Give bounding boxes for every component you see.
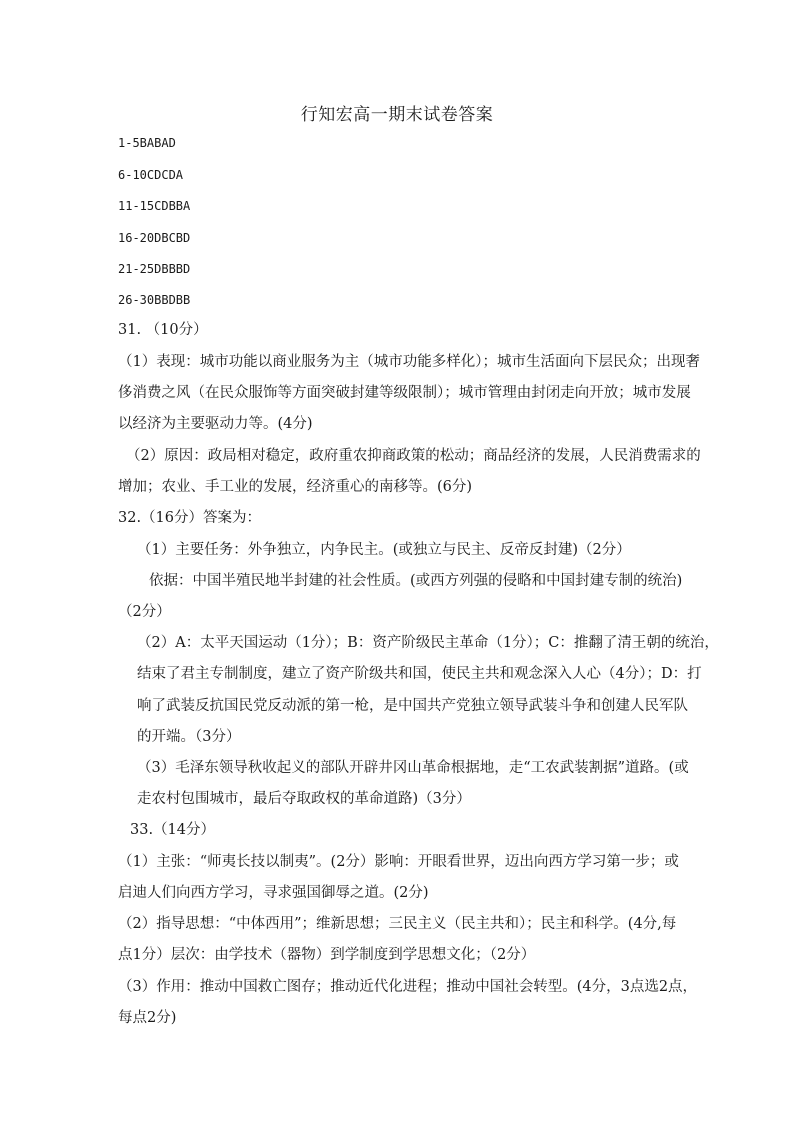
q31-part2-line: （2）原因：政局相对稳定，政府重农抑商政策的松动；商品经济的发展，人民消费需求的 (126, 448, 701, 464)
q33-part1-line: （1）主张：“师夷长技以制夷”。(2分）影响：开眼看世界，迈出向西方学习第一步；或 (118, 854, 679, 870)
q33-part2-line: （2）指导思想：“中体西用”；维新思想；三民主义（民主共和）；民主和科学。(4分,每 (118, 916, 677, 932)
q33-part2-line: 点1分）层次：由学技术（器物）到学制度到学思想文化；（2分） (118, 947, 536, 963)
q31-header: 31. （10分） (118, 322, 208, 338)
q32-part1-line: 依据：中国半殖民地半封建的社会性质。(或西方列强的侵略和中国封建专制的统治) (149, 573, 683, 589)
q32-part3-line: （3）毛泽东领导秋收起义的部队开辟井冈山革命根据地，走“工农武装割据”道路。(或 (137, 760, 689, 776)
q32-header: 32.（16分）答案为： (118, 510, 262, 526)
q31-part2-line: 增加；农业、手工业的发展，经济重心的南移等。(6分) (118, 479, 473, 495)
mcq-answer-line: 21-25DBBBD (118, 262, 191, 276)
mcq-answer-line: 16-20DBCBD (118, 231, 191, 245)
q32-part3-line: 走农村包围城市，最后夺取政权的革命道路)（3分） (137, 791, 471, 807)
q32-part2-line: （2）A：太平天国运动（1分）；B：资产阶级民主革命（1分）；C：推翻了清王朝的统治， (137, 635, 719, 651)
q32-part2-line: 响了武装反抗国民党反动派的第一枪，是中国共产党独立领导武装斗争和创建人民军队 (137, 698, 688, 714)
q33-part1-line: 启迪人们向西方学习，寻求强国御辱之道。(2分) (118, 885, 429, 901)
q32-part2-line: 结束了君主专制制度，建立了资产阶级共和国，使民主共和观念深入人心（4分）；D：打 (137, 666, 702, 682)
q33-header: 33.（14分） (130, 822, 216, 838)
q31-part1-line: （1）表现：城市功能以商业服务为主（城市功能多样化）；城市生活面向下层民众；出现奢 (118, 354, 700, 370)
q32-part2-line: 的开端。（3分） (137, 729, 241, 745)
q31-part1-line: 以经济为主要驱动力等。(4分) (118, 416, 313, 432)
q31-part1-line: 侈消费之风（在民众服饰等方面突破封建等级限制）；城市管理由封闭走向开放；城市发展 (118, 385, 691, 401)
mcq-answer-line: 6-10CDCDA (118, 168, 184, 182)
q33-part3-line: 每点2分) (118, 1010, 177, 1026)
page-title: 行知宏高一期末试卷答案 (300, 105, 494, 125)
q33-part3-line: （3）作用：推动中国救亡图存；推动近代化进程；推动中国社会转型。(4分，3点选2点， (118, 979, 698, 995)
q32-part1-line: （2分） (118, 604, 171, 620)
mcq-answer-line: 1-5BABAD (118, 136, 176, 150)
mcq-answer-line: 11-15CDBBA (118, 199, 191, 213)
q32-part1-line: （1）主要任务：外争独立，内争民主。(或独立与民主、反帝反封建)（2分） (137, 542, 631, 558)
mcq-answer-line: 26-30BBDBB (118, 293, 191, 307)
